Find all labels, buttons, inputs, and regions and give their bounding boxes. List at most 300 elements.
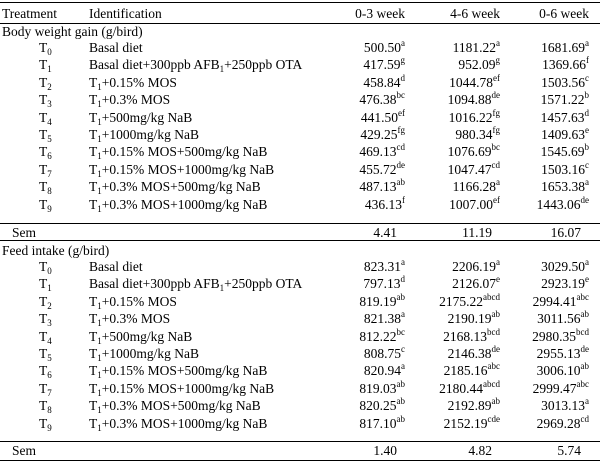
identification-text: T xyxy=(89,311,98,327)
significance-letter: de xyxy=(491,90,500,101)
identification-cell xyxy=(89,310,170,327)
treatment-label: $T_2$ xyxy=(39,74,52,92)
value-number: 1369.66 xyxy=(542,57,586,73)
identification-cell xyxy=(89,126,199,143)
significance-letter: abc xyxy=(576,378,589,389)
value-cell xyxy=(364,39,405,56)
value-number: 820.94 xyxy=(363,363,401,379)
value-number: 487.13 xyxy=(359,179,397,195)
value-number: 2980.35 xyxy=(532,328,576,344)
value-number: 1076.69 xyxy=(447,144,492,160)
identification-text: T xyxy=(89,92,98,108)
significance-letter: cd xyxy=(580,413,589,424)
value-cell xyxy=(537,415,589,432)
value-cell xyxy=(439,380,500,397)
value-number: 823.31 xyxy=(363,259,401,274)
identification-subscript: 1 xyxy=(219,64,225,75)
significance-letter: bc xyxy=(491,142,500,153)
value-number: 1094.88 xyxy=(447,92,492,108)
identification-subscript: 1 xyxy=(97,422,102,433)
table-row xyxy=(0,380,600,397)
significance-letter: abc xyxy=(576,291,589,302)
identification-text: T xyxy=(89,346,98,361)
treatment-label: $T_1$ xyxy=(39,57,52,75)
significance-letter: a xyxy=(496,177,500,188)
value-number: 2190.19 xyxy=(447,311,492,327)
value-cell xyxy=(448,143,500,160)
value-cell xyxy=(541,178,589,195)
significance-letter: bc xyxy=(396,90,405,101)
treatment-subscript: 5 xyxy=(47,353,52,363)
identification-text: T xyxy=(89,380,98,396)
identification-text: T xyxy=(89,363,98,379)
value-cell xyxy=(364,362,405,379)
table-row xyxy=(0,362,600,379)
value-number: 1181.22 xyxy=(452,40,496,55)
value-number: 458.84 xyxy=(363,74,401,90)
table-header-row xyxy=(0,5,600,22)
significance-letter: fg xyxy=(492,125,500,135)
value-cell xyxy=(360,126,405,143)
sem-value: 11.19 xyxy=(462,225,492,240)
identification-cell xyxy=(89,328,192,345)
table-row xyxy=(0,275,600,292)
table-row xyxy=(0,258,600,275)
significance-letter: cd xyxy=(396,142,405,153)
value-cell xyxy=(359,380,405,397)
treatment-subscript: 6 xyxy=(47,370,52,381)
significance-letter: de xyxy=(580,194,589,205)
significance-letter: ab xyxy=(396,413,405,424)
significance-letter: g xyxy=(400,55,405,66)
table-row xyxy=(0,397,600,414)
treatment-label: $T_3$ xyxy=(39,92,52,110)
value-number: 429.25 xyxy=(360,127,398,142)
identification-text: Basal diet+300ppb AFB xyxy=(89,57,220,73)
identification-text: +0.15% MOS+1000mg/kg NaB xyxy=(101,380,275,396)
value-number: 1503.16 xyxy=(541,161,585,177)
treatment-subscript: 9 xyxy=(47,422,52,433)
value-cell xyxy=(537,345,589,362)
identification-cell xyxy=(89,39,143,56)
table-row xyxy=(0,109,600,126)
identification-cell xyxy=(89,143,267,160)
value-number: 1457.63 xyxy=(540,109,585,125)
treatment-label: $T_8$ xyxy=(39,398,52,416)
value-cell xyxy=(449,196,500,213)
sem-label: Sem xyxy=(12,225,37,240)
significance-letter: fg xyxy=(397,125,405,135)
identification-text: +0.3% MOS+1000mg/kg NaB xyxy=(101,415,268,431)
value-number: 2994.41 xyxy=(532,293,577,309)
value-number: 469.13 xyxy=(359,144,397,160)
treatment-subscript: 7 xyxy=(47,387,52,398)
identification-text: +0.15% MOS xyxy=(101,74,177,90)
value-cell xyxy=(359,328,405,345)
significance-letter: ef xyxy=(493,72,500,83)
identification-subscript: 1 xyxy=(97,186,102,197)
value-number: 808.75 xyxy=(363,346,401,361)
value-cell xyxy=(541,74,589,91)
treatment-label: $T_4$ xyxy=(39,328,52,346)
significance-letter: cde xyxy=(487,413,500,424)
significance-letter: ef xyxy=(398,107,405,118)
identification-text: T xyxy=(89,415,98,431)
value-cell xyxy=(541,126,589,143)
table-row xyxy=(0,91,600,108)
identification-subscript: 1 xyxy=(97,81,102,92)
header-identification: Identification xyxy=(89,6,162,21)
value-number: 820.25 xyxy=(359,398,397,414)
identification-text: +0.15% MOS+500mg/kg NaB xyxy=(101,363,268,379)
significance-letter: c xyxy=(585,159,589,170)
section-title-row xyxy=(0,242,600,259)
identification-text: +250ppb OTA xyxy=(224,276,303,292)
identification-text: Basal diet+300ppb AFB xyxy=(89,276,220,292)
significance-letter: abcd xyxy=(483,378,500,389)
significance-letter: a xyxy=(585,257,589,267)
value-cell xyxy=(533,380,589,397)
identification-subscript: 1 xyxy=(97,387,102,398)
value-cell xyxy=(542,56,589,73)
identification-cell xyxy=(89,293,177,310)
identification-cell xyxy=(89,345,199,362)
sem-row xyxy=(0,442,600,459)
table-row xyxy=(0,126,600,143)
value-cell xyxy=(359,415,405,432)
value-cell xyxy=(448,161,500,178)
value-cell xyxy=(541,39,589,56)
significance-letter: a xyxy=(496,38,500,48)
value-cell xyxy=(443,328,500,345)
treatment-subscript: 1 xyxy=(47,64,52,75)
value-number: 2146.38 xyxy=(447,346,492,361)
identification-text: +0.3% MOS xyxy=(101,311,171,327)
value-cell xyxy=(452,275,500,292)
treatment-subscript: 0 xyxy=(47,47,52,57)
significance-letter: bcd xyxy=(487,326,500,337)
treatment-label: $T_5$ xyxy=(39,127,52,144)
header-col-0-3-week: 0-3 week xyxy=(355,6,405,21)
table-top-rule xyxy=(0,2,600,3)
value-number: 1545.69 xyxy=(540,144,585,160)
significance-letter: f xyxy=(402,194,405,205)
value-cell xyxy=(365,196,405,213)
identification-subscript: 1 xyxy=(97,168,102,179)
identification-text: T xyxy=(89,161,98,177)
treatment-label: $T_3$ xyxy=(39,311,52,329)
value-cell xyxy=(363,56,405,73)
value-cell xyxy=(532,328,589,345)
value-number: 1653.38 xyxy=(541,179,585,195)
value-cell xyxy=(448,91,500,108)
value-number: 2168.13 xyxy=(443,328,487,344)
treatment-subscript: 8 xyxy=(47,405,52,416)
identification-subscript: 1 xyxy=(97,99,102,110)
value-number: 2923.19 xyxy=(541,276,585,292)
treatment-label: $T_7$ xyxy=(39,161,52,179)
section-title: Body weight gain (g/bird) xyxy=(2,24,143,39)
value-number: 2955.13 xyxy=(536,346,581,361)
significance-letter: de xyxy=(491,344,500,354)
value-number: 819.03 xyxy=(359,380,397,396)
value-number: 500.50 xyxy=(363,40,401,55)
treatment-subscript: 3 xyxy=(47,99,52,110)
treatment-label: $T_5$ xyxy=(39,346,52,363)
value-number: 2206.19 xyxy=(452,259,496,274)
header-col-0-6-week: 0-6 week xyxy=(539,6,589,21)
significance-letter: g xyxy=(495,55,500,66)
value-number: 455.72 xyxy=(359,161,397,177)
significance-letter: ab xyxy=(491,396,500,407)
header-treatment: Treatment xyxy=(2,6,57,21)
identification-cell xyxy=(89,196,267,213)
significance-letter: bcd xyxy=(576,326,589,337)
value-number: 1409.63 xyxy=(541,127,585,142)
value-number: 1047.47 xyxy=(447,161,492,177)
value-number: 3013.13 xyxy=(541,398,585,414)
sem-label: Sem xyxy=(12,443,37,458)
identification-text: +0.3% MOS+1000mg/kg NaB xyxy=(101,196,268,212)
treatment-label: $T_9$ xyxy=(39,196,52,214)
value-cell xyxy=(453,39,500,56)
value-number: 812.22 xyxy=(359,328,397,344)
value-number: 2192.89 xyxy=(447,398,492,414)
identification-text: +0.15% MOS+500mg/kg NaB xyxy=(101,144,268,160)
sem-value: 4.41 xyxy=(373,225,397,240)
identification-subscript: 1 xyxy=(97,300,102,311)
identification-subscript: 1 xyxy=(97,335,102,346)
identification-text: +250ppb OTA xyxy=(224,57,303,73)
value-cell xyxy=(363,74,405,91)
treatment-label: $T_2$ xyxy=(39,293,52,311)
value-number: 952.09 xyxy=(458,57,496,73)
significance-letter: d xyxy=(584,107,589,118)
value-number: 1681.69 xyxy=(541,40,585,55)
treatment-label: $T_0$ xyxy=(39,40,52,57)
value-cell xyxy=(449,109,500,126)
identification-subscript: 1 xyxy=(97,370,102,381)
identification-text: T xyxy=(89,293,98,309)
significance-letter: ab xyxy=(396,378,405,389)
identification-cell xyxy=(89,91,170,108)
identification-text: +0.3% MOS+500mg/kg NaB xyxy=(101,398,261,414)
identification-subscript: 1 xyxy=(97,116,102,127)
identification-cell xyxy=(89,415,267,432)
treatment-subscript: 5 xyxy=(47,134,52,144)
value-cell xyxy=(541,109,589,126)
value-cell xyxy=(533,293,589,310)
value-number: 819.19 xyxy=(359,293,397,309)
significance-letter: ab xyxy=(396,291,405,302)
value-cell xyxy=(541,397,589,414)
significance-letter: ab xyxy=(580,309,589,320)
table-bottom-rule xyxy=(0,460,600,461)
table-row xyxy=(0,310,600,327)
treatment-subscript: 4 xyxy=(47,116,52,127)
significance-letter: abcd xyxy=(483,291,500,302)
value-cell xyxy=(364,345,405,362)
value-cell xyxy=(541,161,589,178)
value-cell xyxy=(448,345,500,362)
table-row xyxy=(0,328,600,345)
value-cell xyxy=(363,275,405,292)
value-cell xyxy=(359,161,405,178)
identification-cell xyxy=(89,397,261,414)
value-cell xyxy=(448,310,500,327)
treatment-subscript: 1 xyxy=(47,283,52,294)
treatment-subscript: 8 xyxy=(47,186,52,197)
identification-cell xyxy=(89,380,274,397)
identification-text: T xyxy=(89,144,98,160)
value-cell xyxy=(359,178,405,195)
value-number: 1443.06 xyxy=(536,196,581,212)
identification-cell xyxy=(89,178,261,195)
identification-text: T xyxy=(89,74,98,90)
value-cell xyxy=(537,196,589,213)
value-number: 2152.19 xyxy=(443,415,488,431)
significance-letter: e xyxy=(496,274,500,285)
significance-letter: bc xyxy=(396,326,405,337)
treatment-subscript: 2 xyxy=(47,300,52,311)
value-number: 2126.07 xyxy=(452,276,496,292)
significance-letter: a xyxy=(401,38,405,48)
identification-cell xyxy=(89,56,302,73)
value-number: 3011.56 xyxy=(537,311,581,327)
identification-cell xyxy=(89,161,274,178)
treatment-label: $T_9$ xyxy=(39,415,52,433)
identification-text: T xyxy=(89,127,98,142)
treatment-subscript: 2 xyxy=(47,81,52,92)
value-number: 1503.56 xyxy=(541,74,585,90)
significance-letter: de xyxy=(396,159,405,170)
significance-letter: de xyxy=(580,344,589,354)
header-col-4-6-week: 4-6 week xyxy=(450,6,500,21)
value-number: 2999.47 xyxy=(532,380,577,396)
significance-letter: a xyxy=(496,257,500,267)
significance-letter: b xyxy=(584,90,589,101)
value-number: 476.38 xyxy=(359,92,397,108)
value-cell xyxy=(359,293,405,310)
identification-text: T xyxy=(89,179,98,195)
significance-letter: a xyxy=(585,38,589,48)
significance-letter: ab xyxy=(396,177,405,188)
table-row xyxy=(0,415,600,432)
significance-letter: fg xyxy=(492,107,500,118)
table-row xyxy=(0,161,600,178)
identification-text: T xyxy=(89,398,98,414)
identification-cell xyxy=(89,74,177,91)
value-cell xyxy=(541,143,589,160)
treatment-subscript: 4 xyxy=(47,335,52,346)
treatment-label: $T_8$ xyxy=(39,179,52,197)
value-number: 441.50 xyxy=(360,109,398,125)
identification-subscript: 1 xyxy=(219,283,225,294)
value-cell xyxy=(359,143,405,160)
value-number: 2185.16 xyxy=(443,363,488,379)
table-row xyxy=(0,39,600,56)
treatment-subscript: 7 xyxy=(47,168,52,179)
significance-letter: ab xyxy=(396,396,405,407)
identification-text: +0.15% MOS+1000mg/kg NaB xyxy=(101,161,275,177)
identification-subscript: 1 xyxy=(97,134,102,144)
identification-text: +0.3% MOS xyxy=(101,92,171,108)
sem-row xyxy=(0,224,600,241)
value-number: 980.34 xyxy=(455,127,493,142)
significance-letter: e xyxy=(585,125,589,135)
sem-value: 1.40 xyxy=(373,443,397,458)
value-cell xyxy=(439,293,500,310)
value-number: 1044.78 xyxy=(449,74,493,90)
value-number: 2969.28 xyxy=(536,415,581,431)
table-row xyxy=(0,74,600,91)
significance-letter: b xyxy=(584,142,589,153)
value-number: 2180.44 xyxy=(439,380,483,396)
table-row xyxy=(0,56,600,73)
significance-letter: f xyxy=(586,55,589,66)
value-cell xyxy=(541,275,589,292)
significance-letter: a xyxy=(585,177,589,188)
value-number: 821.38 xyxy=(363,311,401,327)
identification-subscript: 1 xyxy=(97,405,102,416)
value-cell xyxy=(537,362,589,379)
treatment-subscript: 9 xyxy=(47,203,52,214)
value-number: 1007.00 xyxy=(449,196,493,212)
value-number: 1571.22 xyxy=(540,92,585,108)
treatment-label: $T_4$ xyxy=(39,109,52,127)
section-divider-rule xyxy=(0,240,600,241)
identification-cell xyxy=(89,258,143,275)
significance-letter: c xyxy=(585,72,589,83)
significance-letter: a xyxy=(401,309,405,320)
identification-text: Basal diet xyxy=(89,40,143,55)
value-cell xyxy=(361,109,405,126)
value-cell xyxy=(359,91,405,108)
value-number: 1166.28 xyxy=(452,179,496,195)
significance-letter: e xyxy=(585,274,589,285)
identification-subscript: 1 xyxy=(97,318,102,329)
identification-text: T xyxy=(89,109,98,125)
value-cell xyxy=(364,258,405,275)
value-number: 3006.10 xyxy=(536,363,581,379)
value-cell xyxy=(448,397,500,414)
significance-letter: abc xyxy=(487,361,500,372)
identification-text: +500mg/kg NaB xyxy=(101,109,193,125)
significance-letter: cd xyxy=(491,159,500,170)
identification-text: +1000mg/kg NaB xyxy=(101,127,199,142)
value-cell xyxy=(541,91,589,108)
identification-cell xyxy=(89,275,302,292)
identification-text: +0.3% MOS+500mg/kg NaB xyxy=(101,179,261,195)
identification-text: +1000mg/kg NaB xyxy=(101,346,199,361)
section-title: Feed intake (g/bird) xyxy=(2,243,110,258)
value-cell xyxy=(444,415,500,432)
treatment-subscript: 6 xyxy=(47,151,52,162)
value-number: 2175.22 xyxy=(439,293,483,309)
treatment-label: $T_7$ xyxy=(39,380,52,398)
treatment-subscript: 0 xyxy=(47,266,52,276)
table-row xyxy=(0,345,600,362)
significance-letter: ab xyxy=(491,309,500,320)
significance-letter: a xyxy=(401,361,405,372)
value-number: 417.59 xyxy=(363,57,401,73)
significance-letter: ef xyxy=(493,194,500,205)
value-cell xyxy=(455,126,500,143)
value-number: 436.13 xyxy=(364,196,402,212)
significance-letter: d xyxy=(400,72,405,83)
identification-cell xyxy=(89,109,192,126)
identification-text: T xyxy=(89,196,98,212)
